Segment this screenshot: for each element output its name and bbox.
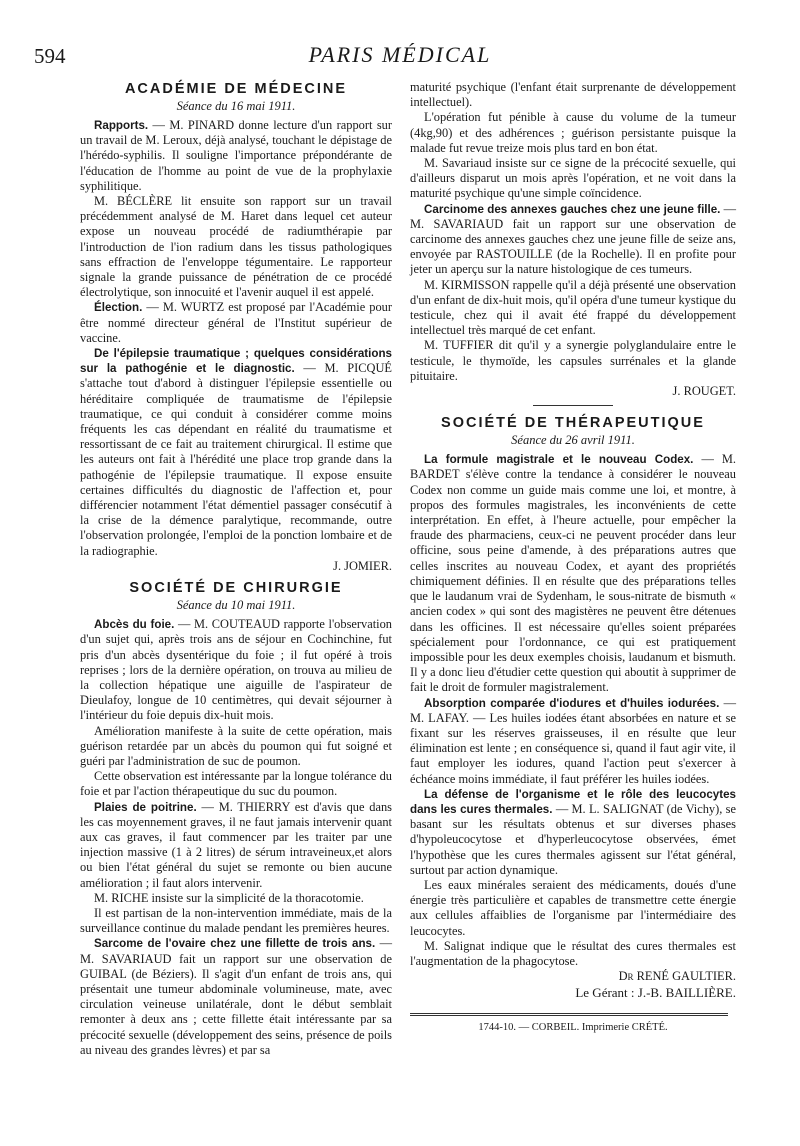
- paragraph: M. Salignat indique que le résultat des cures thermales est l'augmentation de la phagocytose.: [410, 938, 736, 968]
- section-date: Séance du 16 mai 1911.: [176, 99, 296, 113]
- paragraph: M. RICHE insiste sur la simplicité de la thoracotomie.: [94, 890, 364, 905]
- section-divider: [533, 405, 613, 406]
- paragraph: M. BÉCLÈRE lit ensuite son rapport sur un travail précédemment analysé de M. Haret dans lequel cet auteur expose un nouveau procédé de radiumthérapie par l'introduction de l'ion radium dans les tissus pathologiques sans effraction de l'enveloppe tégumentaire. Le rapporteur signale la grande puissance de pénétration de ce procédé électrolytique, son innocuité et l'avenir auquel il est appelé.: [80, 194, 392, 300]
- section-title: SOCIÉTÉ DE CHIRURGIE: [129, 580, 343, 597]
- paragraph-text: — M. WURTZ est proposé par l'Académie pour être nommé directeur général de l'Institut supérieur de vaccine.: [80, 300, 392, 345]
- signature: Dr RENÉ GAULTIER.: [618, 969, 736, 984]
- paragraph-text: — M. SAVARIAUD fait un rapport sur une observation de carcinome des annexes gauches chez une jeune fille de seize ans, envoyée par RASTOUILLE (de la Rochelle). Il en profite pour jeter un aperçu sur la nature histologique de ces tumeurs.: [410, 201, 736, 277]
- paragraph: [80, 118, 392, 194]
- paragraph-text: — M. LAFAY. — Les huiles iodées étant absorbées en nature et se fixant sur les réserves graisseuses, il en résulte que leur élimination est lente ; en conséquence si, quand il faut agir vite, il faut employer les iodures, quand l'action peut s'exercer à échéance moins immédiate, il faut préférer les huiles iodées.: [410, 695, 736, 786]
- paragraph-heading: Sarcome de l'ovaire chez une fillette de trois ans.: [94, 937, 376, 951]
- footer-rule: [410, 1013, 728, 1014]
- paragraph-text: — M. L. SALIGNAT (de Vichy), se basant sur les résultats obtenus et sur diverses phases d'hypoleucocytose et d'hyperleucocytose observées, émet l'hypothèse que les cures thermales agissent sur l'état général, surtout par action dynamique.: [410, 801, 736, 877]
- paragraph: maturité psychique (l'enfant était surprenante de développement intellectuel).: [410, 80, 736, 110]
- paragraph: [410, 202, 736, 278]
- paragraph: [80, 346, 392, 559]
- paragraph: Amélioration manifeste à la suite de cette opération, mais guérison retardée par un abcès du poumon qui fut soigné et guéri par l'administration de suc de poumon.: [80, 723, 392, 768]
- paragraph-heading: Élection.: [94, 301, 143, 315]
- paragraph: [80, 800, 392, 891]
- paragraph: [410, 452, 736, 695]
- academie-section: [80, 80, 392, 574]
- signature: J. ROUGET.: [672, 384, 736, 399]
- paragraph: [80, 936, 392, 1058]
- footer-rule: [410, 1015, 728, 1016]
- chirurgie-section: [80, 579, 392, 1058]
- paragraph: [410, 696, 736, 787]
- paragraph: Cette observation est intéressante par la longue tolérance du foie et par l'action thérapeutique du suc du poumon.: [80, 769, 392, 799]
- page-number: 594: [34, 44, 66, 68]
- paragraph-heading: La formule magistrale et le nouveau Codex.: [424, 453, 694, 467]
- paragraph-heading: La défense de l'organisme et le rôle des leucocytes dans les cures thermales.: [410, 787, 736, 816]
- paragraph: M. Savariaud insiste sur ce signe de la précocité sexuelle, qui d'ailleurs disparut un mois après l'opération, et ne voit dans la maturité psychique qu'une simple coïncidence.: [410, 156, 736, 201]
- section-title: SOCIÉTÉ DE THÉRAPEUTIQUE: [441, 415, 705, 432]
- section-title: ACADÉMIE DE MÉDECINE: [124, 81, 348, 97]
- paragraph-heading: Absorption comparée d'iodures et d'huiles iodurées.: [424, 696, 720, 710]
- signature: J. JOMIER.: [333, 558, 392, 573]
- paragraph: Les eaux minérales seraient des médicaments, doués d'une énergie très particulière et capables de transmettre cette énergie aux cellules affaiblies de l'organisme par l'intermédiaire des leucocytes.: [410, 877, 736, 938]
- right-column: [410, 80, 736, 1033]
- paragraph-heading: Rapports.: [94, 119, 149, 132]
- paragraph-heading: Plaies de poitrine.: [94, 800, 197, 814]
- running-title: PARIS MÉDICAL: [308, 42, 492, 67]
- paragraph: [80, 617, 392, 723]
- paragraph: [80, 300, 392, 346]
- section-date: Séance du 10 mai 1911.: [176, 598, 296, 613]
- paragraph: Il est partisan de la non-intervention immédiate, mais de la surveillance continue du malade pendant les premières heures.: [80, 905, 392, 936]
- paragraph-text: — M. BARDET s'élève contre la tendance à considérer le nouveau Codex non comme un guide mais comme une loi, et montre, à propos des formules magistrales, les inconvénients de cette interprétation. En effet, à l'heure actuelle, pour empêcher la fraude des pharmaciens, ceux-ci ne peuvent procéder dans leur officine, sous peine d'amende, à des préparations autres que celles inscrites au nouveau Codex, et ayant des propriétés chimiquement définies. Il en résulte que des préparations telles que le laudanum vrai de Sydenham, le sous-nitrate de bismuth « ancien codex » qui sont des magistères ne peuvent être détenues dans les officines. Il est nécessaire qu'elles soient préparées spécialement pour l'ordonnance, ce qui est pratiquement impossible pour les deux exemples choisis, laudanum et bismuth. Il y a donc lieu d'étudier cette question qui aboutit à supprimer de fait le droit de formuler magistralement.: [410, 452, 736, 695]
- paragraph: M. TUFFIER dit qu'il y a synergie polyglandulaire entre le testicule, le thymoïde, les capsules surrénales et la glande pituitaire.: [410, 338, 736, 383]
- paragraph-text: — M. THIERRY est d'avis que dans les cas moyennement graves, il ne faut jamais intervenir quant aux cas graves, il faut commencer par les traiter par une injection massive (1 à 2 litres) de sérum intraveineux,et alors ou bien l'état général du sujet se remonte ou bien aucune amélioration ; il faut alors intervenir.: [80, 799, 392, 890]
- paragraph-text: — M. PINARD donne lecture d'un rapport sur un travail de M. Leroux, déjà analysé, touchant le dépistage de l'hérédo-syphilis. Il souligne l'importance prépondérante de l'éducation de l'homme au point de vue de la prophylaxie syphilitique.: [80, 118, 392, 193]
- paragraph-heading: De l'épilepsie traumatique ; quelques considérations sur la pathogénie et le diagnostic.: [80, 347, 392, 376]
- section-date: Séance du 26 avril 1911.: [511, 433, 635, 448]
- imprint-line: 1744-10. — CORBEIL. Imprimerie CRÉTÉ.: [478, 1022, 668, 1034]
- paragraph-text: — M. PICQUÉ s'attache tout d'abord à distinguer l'épilepsie essentielle ou héréditaire compliquée de traumatisme de l'épilepsie traumatique, ce qui conduit à considérer comme moins fréquents les cas dépendant en réalité du traumatisme et ressortissant de ce fait au traitement chirurgical. Il estime que les auteurs ont fait à l'hérédité une place trop grande dans la pathogénie de l'épilepsie traumatique. Il expose ensuite certaines difficultés du diagnostic de l'affection et, pour différencier notamment l'état démentiel passager consécutif à la crise de la démence paralytique, recommande, outre l'observation prolongée, l'emploi de la ponction lombaire et de la radiographie.: [80, 361, 392, 558]
- paragraph: M. KIRMISSON rappelle qu'il a déjà présenté une observation d'un enfant de dix-huit mois, qu'il opéra d'une tumeur kystique du testicule, chez qui il avait été frappé du développement intellectuel très marqué de cet enfant.: [410, 277, 736, 338]
- left-column: [80, 80, 392, 1058]
- gerant-line: Le Gérant : J.-B. BAILLIÈRE.: [575, 985, 736, 1001]
- paragraph-heading: Abcès du foie.: [94, 618, 175, 632]
- paragraph-heading: Carcinome des annexes gauches chez une jeune fille.: [424, 202, 721, 216]
- therapeutique-section: [410, 414, 736, 984]
- paragraph: L'opération fut pénible à cause du volume de la tumeur (4kg,90) et des adhérences ; guérison persistante puisque la malade fut revue treize mois plus tard en bon état.: [410, 110, 736, 155]
- paragraph-text: — M. COUTEAUD rapporte l'observation d'un sujet qui, après trois ans de séjour en Cochinchine, fut pris d'un abcès dysentérique du foie ; il fut opéré à trois reprises ; lors de la dernière opération, on trouva au milieu de la collection hépatique une aiguille de l'aspirateur de Dieulafoy, longue de 10 centimètres, qui devait séjourner à l'intérieur du foie depuis dix-huit mois.: [80, 617, 392, 723]
- paragraph: [410, 787, 736, 878]
- chirurgie-continuation: [410, 80, 736, 399]
- paragraph-text: — M. SAVARIAUD fait un rapport sur une observation de GUIBAL (de Béziers). Il s'agit d'un enfant de trois ans, qui présentait une tumeur abdominale volumineuse, mate, avec circulation veineuse unilatérale, dont le début semblait remonter à deux ans ; cette fillette était intéressante par sa précocité sexuelle (développement des seins, présence de poils au niveau des grandes lèvres) et par sa: [80, 936, 392, 1057]
